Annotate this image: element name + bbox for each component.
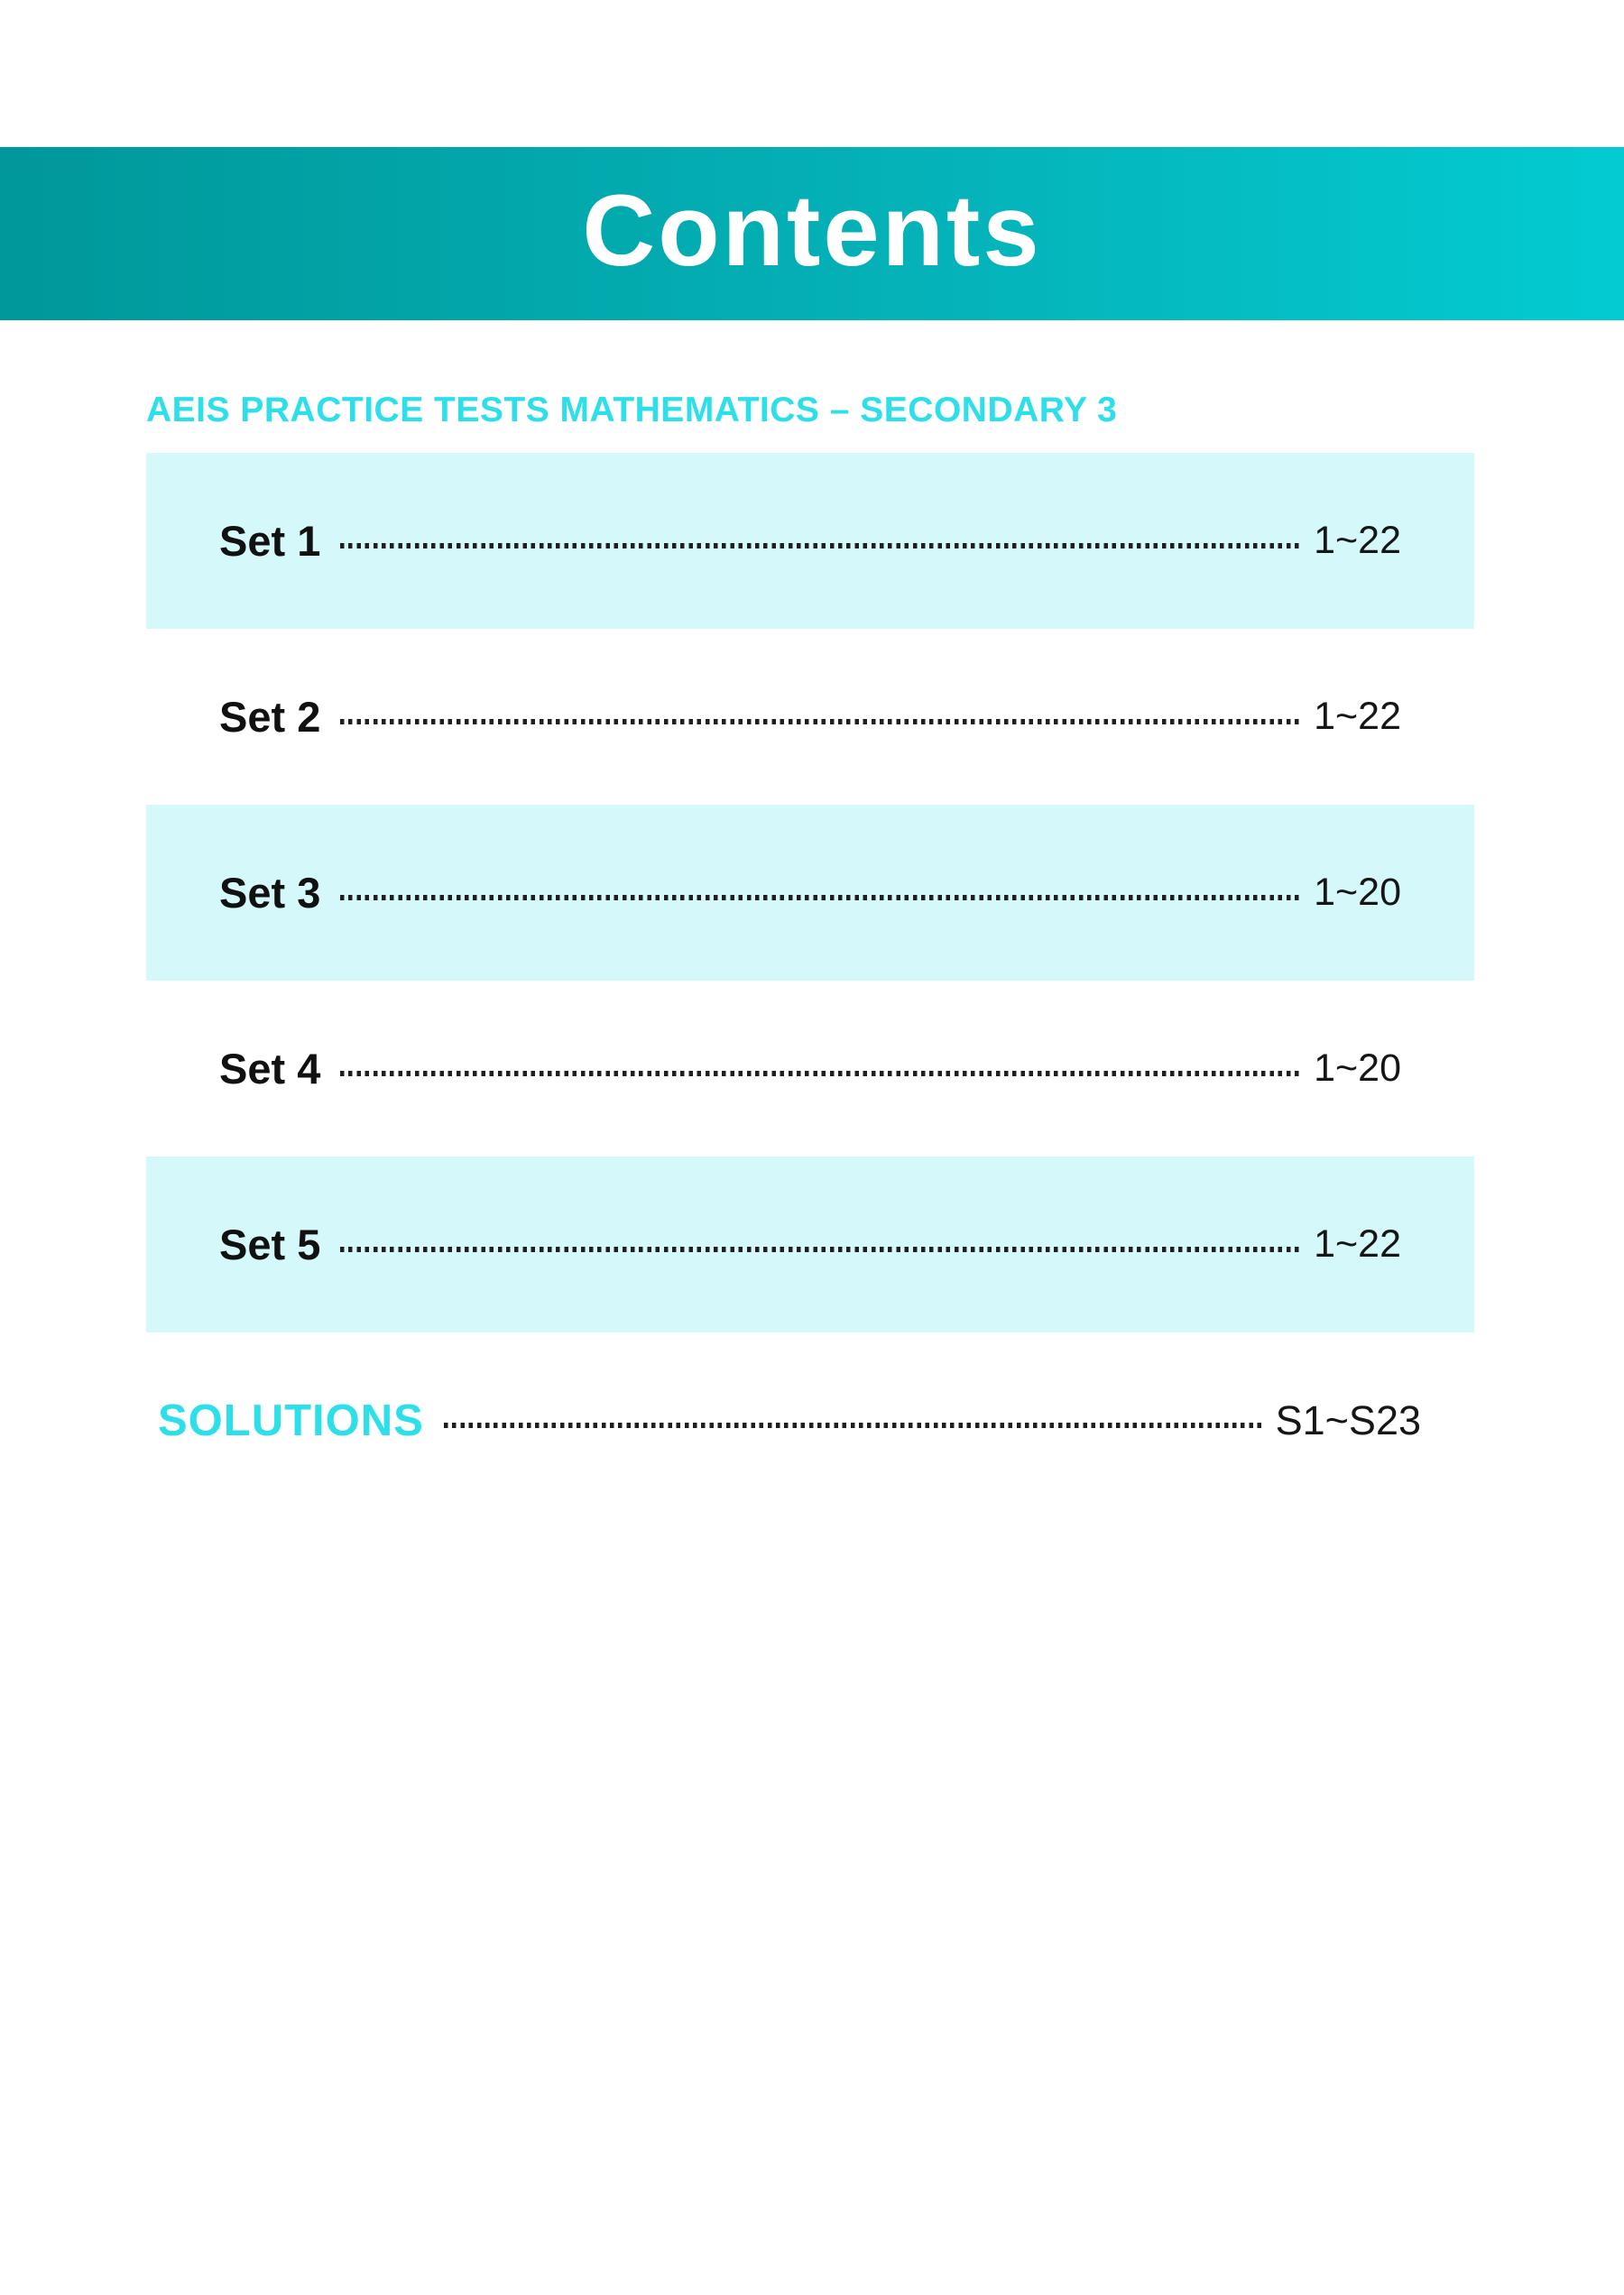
contents-banner (0, 147, 1624, 320)
toc-entry-row-5 (146, 1157, 1474, 1332)
toc-entry-pages: S1~S23 (1275, 1396, 1421, 1443)
toc-entry-row-3 (146, 805, 1474, 981)
toc-entry-pages: 1~22 (1314, 519, 1401, 562)
toc-entry-row-1 (146, 453, 1474, 629)
dotted-leader (444, 1423, 1263, 1428)
section-heading: AEIS PRACTICE TESTS MATHEMATICS – SECONDARY 3 (146, 391, 1118, 429)
toc-entry-pages: 1~20 (1314, 1046, 1401, 1090)
toc-entry-label: Set 4 (219, 1045, 321, 1092)
toc-entry-pages: 1~22 (1314, 1222, 1401, 1266)
toc-entry-row-2 (146, 629, 1474, 805)
toc-entry-label: Set 3 (219, 869, 321, 917)
dotted-leader (340, 1247, 1301, 1252)
toc-entry-label: SOLUTIONS (158, 1396, 424, 1445)
toc-entry-label: Set 1 (219, 517, 321, 565)
toc-solutions-row (146, 1332, 1474, 1508)
toc-entry-label: Set 5 (219, 1221, 321, 1268)
dotted-leader (340, 1071, 1301, 1076)
dotted-leader (340, 895, 1301, 900)
page-title: Contents (582, 173, 1042, 287)
toc-entry-pages: 1~20 (1314, 871, 1401, 914)
toc-entry-label: Set 2 (219, 693, 321, 741)
toc-entry-row-4 (146, 981, 1474, 1157)
toc-list (146, 453, 1474, 1508)
dotted-leader (340, 719, 1301, 724)
toc-entry-pages: 1~22 (1314, 695, 1401, 738)
dotted-leader (340, 543, 1301, 548)
